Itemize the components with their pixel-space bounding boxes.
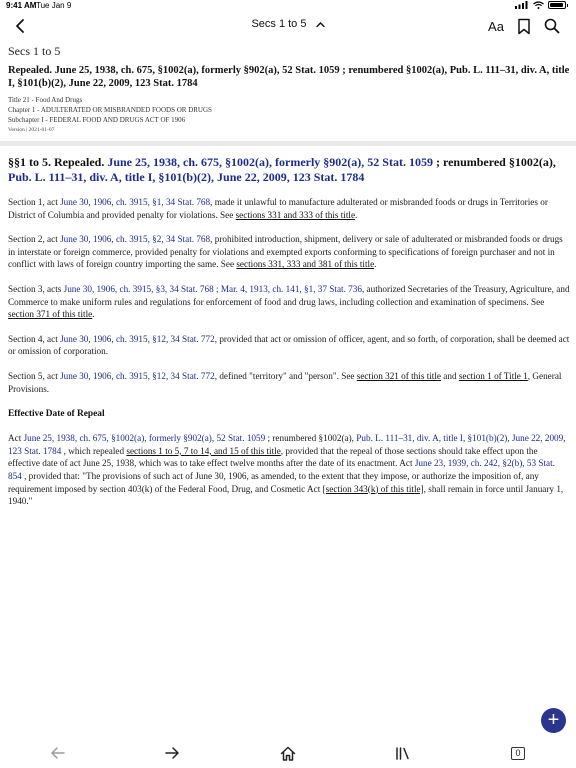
bottom-toolbar bbox=[0, 738, 576, 768]
paragraph-text: and bbox=[443, 370, 457, 381]
paragraph-text: . bbox=[355, 209, 358, 220]
paragraph-text: , authorized Secretaries of the Treasury, Agriculture, and Commerce to make uniform rules and regulations for enforcement of food and drug laws, including collection and examination of specimens. See bbox=[8, 283, 570, 307]
library-icon bbox=[395, 746, 411, 761]
section-heading-lead: §§1 to 5. Repealed. bbox=[8, 155, 105, 169]
arrow-left-icon bbox=[50, 746, 66, 760]
search-icon bbox=[544, 18, 560, 34]
version-line: Version | 2021-01-07 bbox=[8, 127, 55, 133]
tab-count: 0 bbox=[511, 747, 525, 760]
paragraph-text: , which repealed bbox=[63, 445, 125, 456]
paragraph-text: , defined "territory" and "person". See bbox=[214, 370, 355, 381]
status-date: Tue Jan 9 bbox=[36, 1, 72, 10]
statute-link[interactable]: June 30, 1906, ch. 3915, §12, 34 Stat. 772 bbox=[60, 333, 215, 344]
status-indicators bbox=[515, 1, 569, 9]
signal-icon bbox=[515, 1, 529, 9]
arrow-right-icon bbox=[164, 746, 180, 760]
toolbar-forward-button[interactable] bbox=[162, 744, 182, 762]
paragraph-text: , shall remain in force until January 1, 1940." bbox=[8, 483, 564, 507]
home-button[interactable] bbox=[278, 744, 298, 762]
text-size-button[interactable]: Aa bbox=[488, 18, 504, 34]
navigation-bar bbox=[0, 12, 576, 40]
paragraph-section-1 bbox=[8, 196, 570, 221]
section-heading bbox=[8, 155, 570, 184]
statute-link[interactable]: June 30, 1906, ch. 3915, §1, 34 Stat. 768 bbox=[60, 197, 211, 207]
paragraph-text: , provided that: "The provisions of such act of June 30, 1906, as amended, to the extent that they impose, or authorize the imposition of, any requirement imposed by section 403(k) of the Federal Food, Drug, and Cosmetic Act bbox=[8, 470, 539, 494]
statute-link[interactable]: June 30, 1906, ch. 3915, §3, 34 Stat. 768 ; Mar. 4, 1913, ch. 141, §1, 37 Stat. 736 bbox=[63, 283, 362, 294]
paragraph-text: Act bbox=[8, 433, 22, 444]
add-button[interactable]: + bbox=[541, 708, 566, 733]
paragraph-text: , General Provisions. bbox=[8, 370, 562, 394]
statute-link[interactable]: June 30, 1906, ch. 3915, §2, 34 Stat. 768 bbox=[60, 234, 211, 245]
paragraph-section-2 bbox=[8, 233, 570, 271]
statute-link[interactable]: June 30, 1906, ch. 3915, §12, 34 Stat. 772 bbox=[60, 370, 215, 381]
subchapter-line: Subchapter I - FEDERAL FOOD AND DRUGS ACT OF 1906 bbox=[8, 116, 186, 124]
toolbar-back-button[interactable] bbox=[48, 744, 68, 762]
paragraph-text: , provided that act or omission of officer, agent, and so forth, of corporation, shall be deemed act or omission of corporation. bbox=[8, 333, 570, 357]
paragraph-text: Section 5, act bbox=[8, 370, 58, 381]
home-icon bbox=[280, 746, 296, 761]
section-heading-link-2[interactable]: Pub. L. 111–31, div. A, title I, §101(b)(2), June 22, 2009, 123 Stat. 1784 bbox=[8, 169, 365, 184]
paragraph-text: . bbox=[92, 309, 95, 320]
cross-reference-link[interactable]: sections 331, 333 and 381 of this title bbox=[236, 259, 375, 270]
paragraph-text: , provided that the repeal of those sections should take effect upon the effective date of act June 25, 1938, which was to take effect twelve months after the date of its enactment. Act bbox=[8, 445, 538, 469]
chapter-line: Chapter 1 - ADULTERATED OR MISBRANDED FOODS OR DRUGS bbox=[8, 106, 212, 114]
search-button[interactable] bbox=[542, 16, 562, 36]
paragraph-text: , made it unlawful to manufacture adulterated or misbranded foods or drugs in Territories or District of Columbia and provided penalty for violations. See bbox=[8, 197, 548, 220]
status-time: 9:41 AM bbox=[6, 1, 37, 10]
battery-tip bbox=[567, 4, 569, 7]
paragraph-text: Section 2, act bbox=[8, 234, 58, 245]
cross-reference-link[interactable]: [section 343(k) of this title] bbox=[322, 483, 424, 494]
paragraph-section-4 bbox=[8, 333, 570, 358]
document-heading: Secs 1 to 5 bbox=[8, 44, 61, 58]
statute-link[interactable]: Pub. L. 111–31, div. A, title I, §101(b)(2), June 22, 2009, 123 Stat. 1784 bbox=[8, 433, 566, 456]
paragraph-text: Section 4, act bbox=[8, 333, 58, 344]
title-line: Title 21 - Food And Drugs bbox=[8, 96, 83, 104]
tabs-button[interactable] bbox=[508, 744, 528, 762]
paragraph-text: ; renumbered §1002(a), bbox=[267, 433, 354, 444]
battery-icon bbox=[548, 1, 566, 9]
cross-reference-link[interactable]: sections 1 to 5, 7 to 14, and 15 of this title bbox=[126, 445, 281, 456]
bookmark-button[interactable] bbox=[514, 16, 534, 36]
section-heading-link-1[interactable]: June 25, 1938, ch. 675, §1002(a), formerly §902(a), 52 Stat. 1059 bbox=[107, 155, 433, 169]
wifi-icon bbox=[533, 1, 544, 9]
section-divider bbox=[0, 141, 576, 146]
paragraph-text: Section 1, act bbox=[8, 197, 58, 207]
document-title: Repealed. June 25, 1938, ch. 675, §1002(a), formerly §902(a), 52 Stat. 1059 ; renumbered §1002(a), Pub. L. 111–31, div. A, title I, §101(b)(2), June 22, 2009, 123 Stat. 1784 bbox=[8, 65, 570, 89]
bookmark-icon bbox=[517, 18, 531, 35]
paragraph-section-5 bbox=[8, 370, 570, 395]
paragraph-text: Section 3, acts bbox=[8, 283, 62, 294]
cross-reference-link[interactable]: sections 331 and 333 of this title bbox=[235, 209, 356, 220]
statute-link[interactable]: June 23, 1939, ch. 242, §2(b), 53 Stat. 854 bbox=[8, 458, 555, 481]
effective-date-heading: Effective Date of Repeal bbox=[8, 409, 105, 420]
cross-reference-link[interactable]: section 371 of this title bbox=[8, 309, 93, 320]
paragraph-text: , prohibited introduction, shipment, delivery or sale of adulterated or misbranded foods or drugs in interstate or foreign commerce, provided penalty for violations and exempted exports conforming to specifications of foreign purchaser and not in conflict with laws of foreign country importing the same. See bbox=[8, 234, 563, 270]
document-meta bbox=[8, 95, 570, 135]
cross-reference-link[interactable]: section 1 of Title 1 bbox=[458, 370, 528, 381]
paragraph-section-3 bbox=[8, 283, 570, 321]
document-content bbox=[8, 42, 570, 508]
status-bar bbox=[0, 0, 576, 12]
paragraph-effective-date bbox=[8, 432, 570, 508]
cross-reference-link[interactable]: section 321 of this title bbox=[356, 370, 441, 381]
nav-title-label: Secs 1 to 5 bbox=[251, 18, 307, 30]
library-button[interactable] bbox=[393, 744, 413, 762]
statute-link[interactable]: June 25, 1938, ch. 675, §1002(a), formerly §902(a), 52 Stat. 1059 bbox=[23, 433, 266, 444]
section-heading-mid: ; renumbered §1002(a), bbox=[435, 155, 556, 169]
paragraph-text: . bbox=[374, 259, 377, 270]
chevron-up-icon bbox=[316, 21, 325, 28]
nav-actions bbox=[486, 16, 562, 36]
